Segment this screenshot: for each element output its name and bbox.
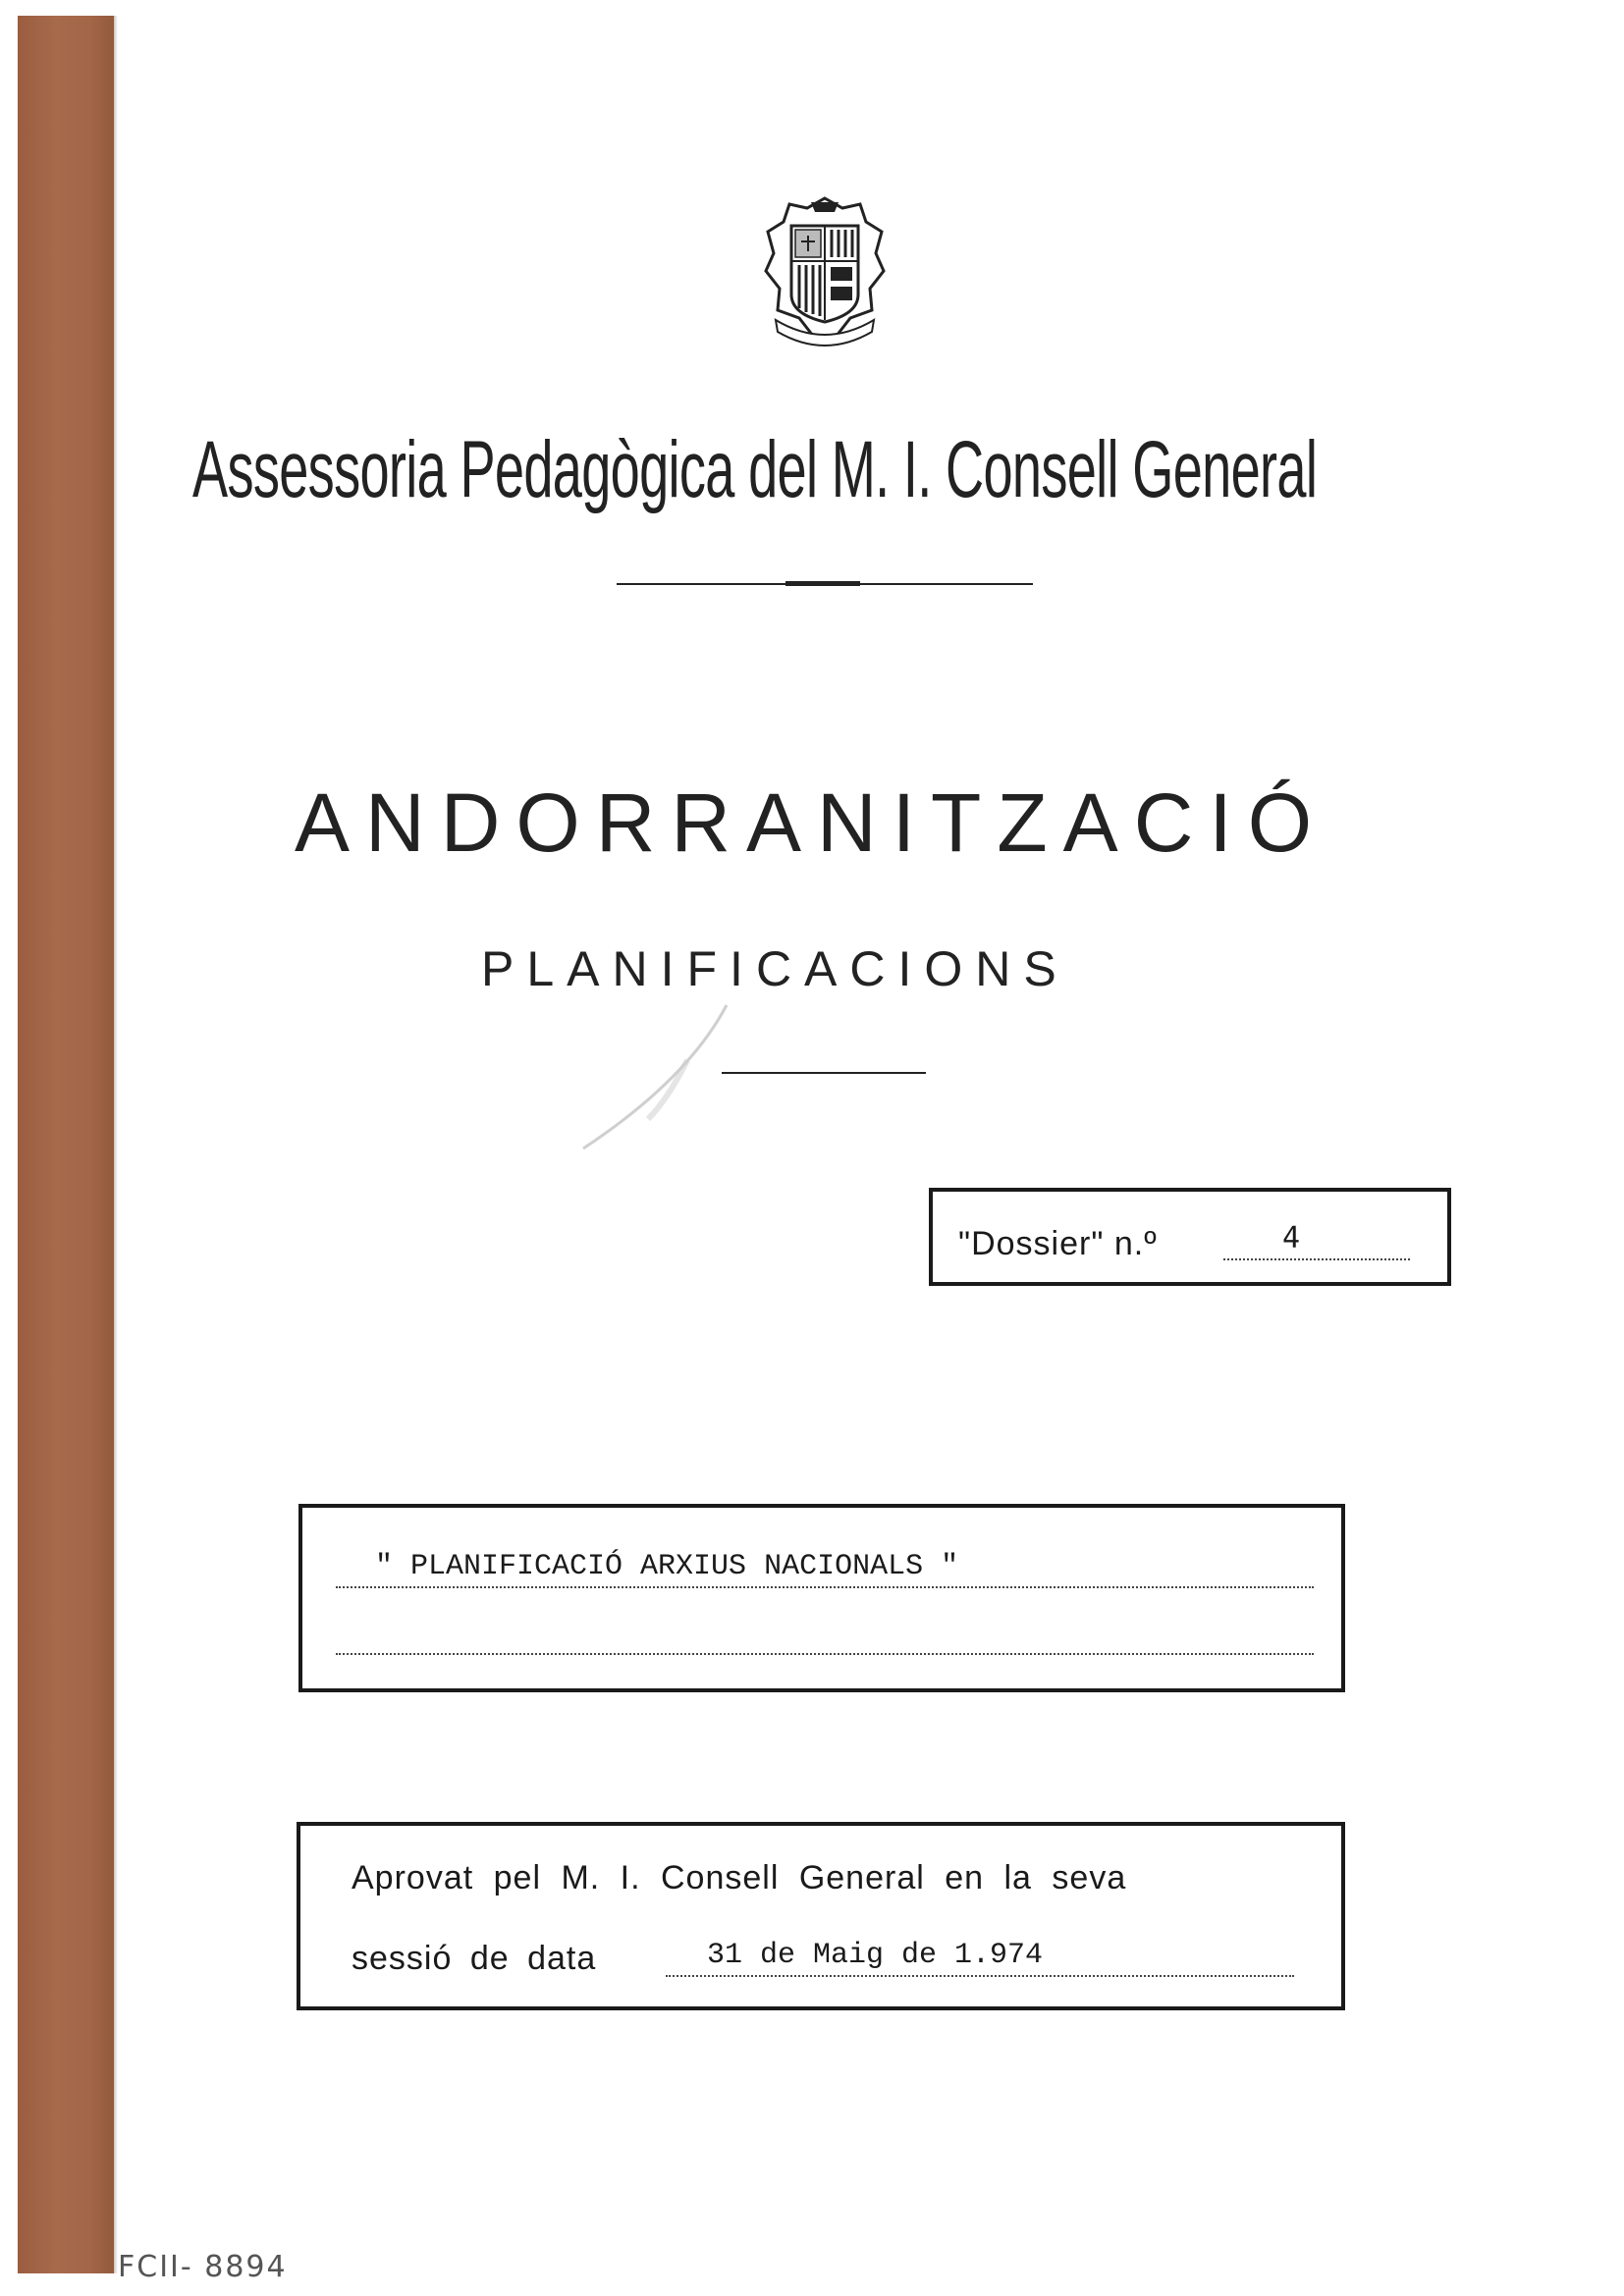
- andorra-coat-of-arms-emblem: [756, 192, 893, 349]
- approval-date-field: 31 de Maig de 1.974: [666, 1934, 1294, 1977]
- dossier-label: "Dossier" n.º: [958, 1225, 1158, 1262]
- approval-text-line1: Aprovat pel M. I. Consell General en la seva: [352, 1859, 1127, 1896]
- dossier-number-field: 4: [1223, 1221, 1410, 1260]
- dossier-number-box: [929, 1188, 1451, 1286]
- pencil-stroke-mark: [569, 1001, 746, 1158]
- topic-line-2: [336, 1614, 1314, 1655]
- topic-line-1: " PLANIFICACIÓ ARXIUS NACIONALS ": [336, 1547, 1314, 1588]
- archive-reference-handwritten: FCII- 8894: [118, 2250, 288, 2284]
- header-divider-accent: [785, 581, 860, 586]
- binding-spine: [18, 16, 114, 2273]
- spine-shadow: [114, 16, 118, 2273]
- subtitle-divider: [722, 1072, 926, 1074]
- institution-name: Assessoria Pedagògica del M. I. Consell General: [192, 425, 1318, 514]
- document-subtitle: PLANIFICACIONS: [481, 941, 1069, 996]
- document-title: ANDORRANITZACIÓ: [295, 776, 1328, 869]
- dossier-topic-box: [298, 1504, 1345, 1692]
- approval-text-line2: sessió de data: [352, 1940, 597, 1977]
- approval-box: [297, 1822, 1345, 2010]
